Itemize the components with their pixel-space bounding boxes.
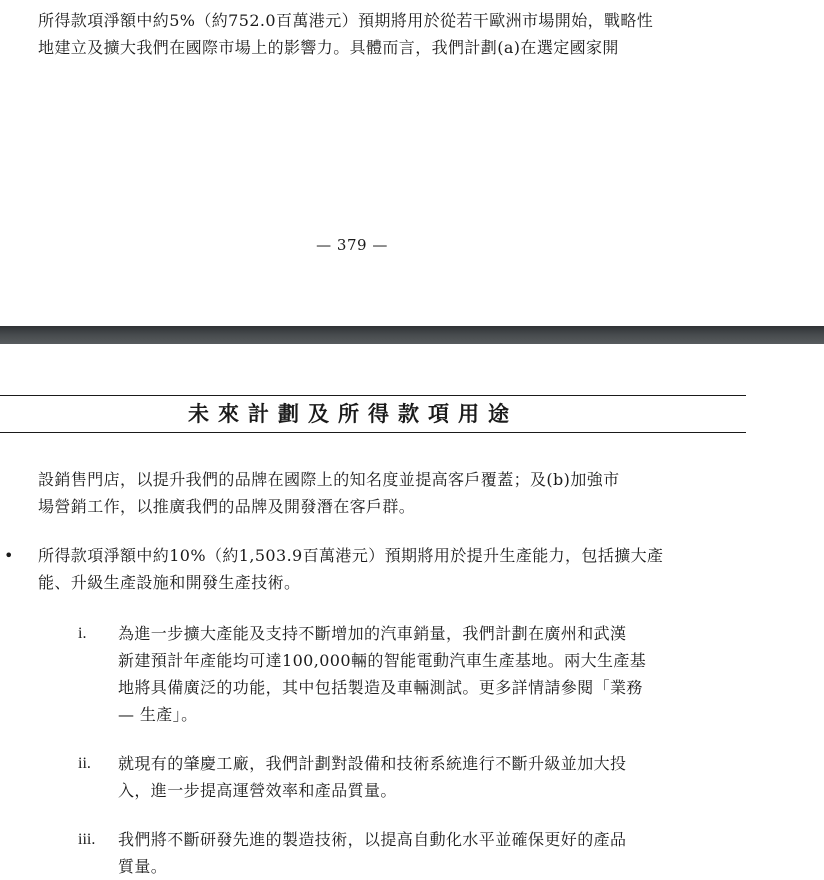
bullet-line-2: 能、升級生產設施和開發生產技術。 — [38, 573, 301, 592]
page-number: — 379 — — [316, 236, 388, 254]
top-paragraph — [38, 7, 746, 61]
item-line: 為進一步擴大產能及支持不斷增加的汽車銷量，我們計劃在廣州和武漢 — [118, 624, 627, 643]
item-line: 我們將不斷研發先進的製造技術，以提高自動化水平並確保更好的產品 — [118, 830, 627, 849]
section-title: 未來計劃及所得款項用途 — [188, 401, 518, 426]
top-paragraph-line-2: 地建立及擴大我們在國際市場上的影響力。具體而言，我們計劃(a)在選定國家開 — [38, 38, 619, 57]
list-item — [118, 620, 746, 728]
continuation-line-1: 設銷售門店，以提升我們的品牌在國際上的知名度並提高客戶覆蓋；及(b)加強市 — [38, 470, 620, 489]
list-item — [118, 750, 746, 804]
bullet-marker: • — [4, 546, 14, 565]
bullet-paragraph — [38, 542, 746, 596]
title-top-rule — [0, 395, 746, 396]
item-number: iii. — [78, 831, 96, 848]
item-line: 地將具備廣泛的功能，其中包括製造及車輛測試。更多詳情請參閱「業務 — [118, 678, 643, 697]
continuation-paragraph — [38, 466, 746, 520]
list-item — [118, 826, 746, 880]
continuation-line-2: 場營銷工作，以推廣我們的品牌及開發潛在客戶群。 — [38, 497, 416, 516]
item-line: 入，進一步提高運營效率和產品質量。 — [118, 781, 397, 800]
item-number: ii. — [78, 755, 91, 772]
item-line: 質量。 — [118, 857, 168, 876]
item-line: — 生產」。 — [118, 705, 198, 724]
title-bottom-rule — [0, 432, 746, 433]
top-paragraph-line-1: 所得款項淨額中約5%（約752.0百萬港元）預期將用於從若干歐洲市場開始，戰略性 — [38, 11, 654, 30]
bullet-line-1: 所得款項淨額中約10%（約1,503.9百萬港元）預期將用於提升生產能力，包括擴大產 — [38, 546, 664, 565]
page-divider — [0, 326, 824, 344]
item-line: 就現有的肇慶工廠，我們計劃對設備和技術系統進行不斷升級並加大投 — [118, 754, 627, 773]
item-number: i. — [78, 625, 87, 642]
item-line: 新建預計年產能均可達100,000輛的智能電動汽車生產基地。兩大生產基 — [118, 651, 647, 670]
